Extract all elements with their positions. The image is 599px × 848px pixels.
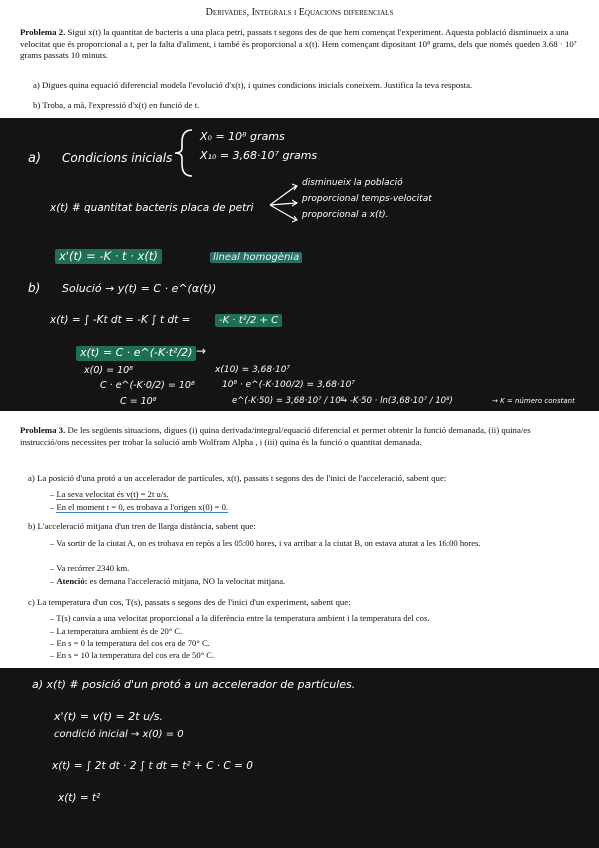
notes-differential-equation: x'(t) = -K · t · x(t) bbox=[55, 249, 162, 264]
problem3-c-item-1 bbox=[50, 613, 429, 624]
dash: – bbox=[50, 563, 55, 573]
notes2-line-5: x(t) = t² bbox=[58, 792, 101, 804]
notes-solution: Solució → y(t) = C · e^(α(t)) bbox=[62, 282, 217, 295]
dash: – bbox=[50, 638, 55, 648]
item-text: Va sortir de la ciutat A, on es trobava en repòs a les 05:00 hores, i va arribar a la ciutat B, on estava aturat a les 16:00 hores. bbox=[56, 538, 481, 548]
notes-k-equation: e^(-K·50) = 3,68·10⁷ / 10⁸ bbox=[232, 396, 345, 406]
problem3-part-b: b) L'acceleració mitjana d'un tren de llarga distància, sabent que: bbox=[28, 521, 256, 531]
notes-cond-1: X₀ = 10⁸ grams bbox=[200, 130, 285, 143]
document-title: Derivades, Integrals i Equacions diferencials bbox=[205, 7, 394, 18]
notes-x10-equation: 10⁸ · e^(-K·100/2) = 3,68·10⁷ bbox=[222, 380, 355, 390]
dash: – bbox=[50, 613, 55, 623]
notes-eq-type: lineal homogènia bbox=[210, 252, 302, 263]
brace-icon bbox=[172, 128, 196, 178]
notes-x-definition: x(t) # quantitat bacteris placa de petri bbox=[50, 202, 254, 214]
notes-b-label: b) bbox=[28, 281, 41, 295]
problem2-text: Sigui x(t) la quantitat de bacteris a una placa petri, passats t segons des de que hem començat l'experiment. Aquesta població disminueix a una velocitat que és proporcional a t, per la falta d'aliment, i també és proporcional a x(t). Hem començant dipositant 10⁸ grams, dels que només queden 3.68 · 10⁷ grams passats 10 minuts. bbox=[20, 27, 577, 61]
branch-arrows-icon bbox=[268, 180, 300, 226]
notes-branch-1: disminueix la població bbox=[302, 178, 403, 188]
problem3-c-item-2 bbox=[50, 626, 182, 637]
problem3-statement bbox=[20, 425, 582, 448]
note-bold: Atenció: bbox=[56, 576, 88, 586]
notes2-line-2: x'(t) = v(t) = 2t u/s. bbox=[54, 710, 163, 723]
dash: – bbox=[50, 650, 55, 660]
notes-a-label: a) bbox=[28, 151, 42, 166]
item-text: La seva velocitat és v(t) = 2t u/s. bbox=[56, 489, 169, 499]
notes2-line-1: a) x(t) # posició d'un protó a un accelerador de partícules. bbox=[32, 678, 356, 691]
dash: – bbox=[50, 502, 55, 512]
notes-branch-2: proporcional temps-velocitat bbox=[302, 194, 432, 204]
item-text: Va recórrer 2340 km. bbox=[56, 563, 130, 573]
notes-k-note: → K = número constant bbox=[492, 397, 575, 405]
problem2-part-b: b) Troba, a mà, l'expressió d'x(t) en funció de t. bbox=[33, 100, 200, 110]
notes2-line-3: condició inicial → x(0) = 0 bbox=[54, 729, 184, 740]
notes-x10: x(10) = 3,68·10⁷ bbox=[215, 365, 291, 375]
dash: – bbox=[50, 538, 55, 548]
notes-conditions-label: Condicions inicials bbox=[62, 151, 173, 165]
notes-branch-3: proporcional a x(t). bbox=[302, 210, 389, 220]
notes-eq-type-wrap bbox=[210, 251, 302, 264]
dash: – bbox=[50, 576, 55, 586]
notes-k-solve: → -K·50 · ln(3,68·10⁷ / 10⁸) bbox=[340, 396, 453, 406]
problem3-c-item-3 bbox=[50, 638, 210, 649]
dash: – bbox=[50, 626, 55, 636]
handwritten-notes-problem3 bbox=[0, 668, 599, 848]
problem3-b-item-2 bbox=[50, 563, 129, 574]
notes-c-equation: C · e^(-K·0/2) = 10⁸ bbox=[100, 380, 195, 391]
dash: – bbox=[50, 489, 55, 499]
problem2-statement bbox=[20, 27, 580, 62]
problem3-heading: Problema 3. bbox=[20, 425, 66, 435]
notes-x0: x(0) = 10⁸ bbox=[84, 365, 133, 376]
note-text: es demana l'acceleració mitjana, NO la velocitat mitjana. bbox=[87, 576, 286, 586]
item-text: T(s) canvia a una velocitat proporcional a la diferència entre la temperatura ambient i la temperatura del cos. bbox=[56, 613, 430, 623]
problem2-heading: Problema 2. bbox=[20, 27, 66, 37]
item-text: En s = 10 la temperatura del cos era de 50° C. bbox=[56, 650, 215, 660]
problem2-part-a: a) Digues quina equació diferencial modela l'evolució d'x(t), i quines condicions inicials coneixem. Justifica la teva resposta. bbox=[33, 80, 473, 90]
notes-integral: x(t) = ∫ -Kt dt = -K ∫ t dt = bbox=[50, 314, 191, 326]
problem3-a-item-2 bbox=[50, 502, 228, 513]
problem3-b-item-1 bbox=[50, 538, 580, 549]
item-text: En el moment t = 0, es trobava a l'origen x(0) = 0. bbox=[56, 502, 229, 512]
notes-arrow: → bbox=[196, 344, 207, 358]
notes-integral-result: -K · t²/2 + C bbox=[215, 314, 282, 327]
item-text: En s = 0 la temperatura del cos era de 70° C. bbox=[56, 638, 210, 648]
notes-cond-2: X₁₀ = 3,68·10⁷ grams bbox=[200, 149, 318, 162]
problem3-b-note bbox=[50, 576, 285, 587]
item-text: La temperatura ambient és de 20° C. bbox=[56, 626, 183, 636]
notes-general-solution: x(t) = C · e^(-K·t²/2) bbox=[76, 346, 196, 361]
problem3-part-c: c) La temperatura d'un cos, T(s), passats s segons des de l'inici d'un experiment, sabent que: bbox=[28, 597, 351, 607]
notes2-line-4: x(t) = ∫ 2t dt · 2 ∫ t dt = t² + C · C = 0 bbox=[52, 760, 253, 772]
problem3-part-a: a) La posició d'una protó a un accelerador de partícules, x(t), passats t segons des de l'inici de l'acceleració, sabent que: bbox=[28, 473, 447, 483]
handwritten-notes-problem2 bbox=[0, 118, 599, 411]
problem3-text: De les següents situacions, digues (i) quina derivada/integral/equació diferencial et permet obtenir la funció demanada, (ii) quina/es instrucció/ons necessites per trobar la solució amb Wolfram Alpha , i (iii) quina és la funció o quantitat demanada. bbox=[20, 425, 531, 447]
problem3-a-item-1 bbox=[50, 489, 169, 500]
notes-c-value: C = 10⁸ bbox=[120, 396, 157, 407]
problem3-c-item-4 bbox=[50, 650, 214, 661]
